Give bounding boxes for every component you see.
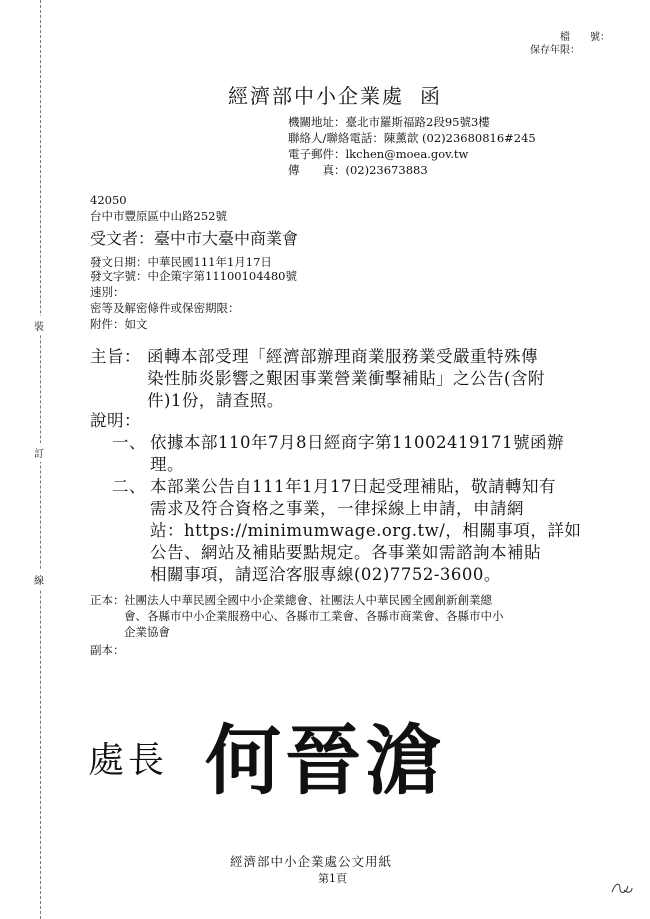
recipient-address: 台中市豐原區中山路252號 xyxy=(90,209,227,223)
subject-line-1: 函轉本部受理「經濟部辦理商業服務業受嚴重特殊傳 xyxy=(147,347,538,366)
explanation-label: 說明： xyxy=(90,411,141,430)
agency-address: 機關地址：臺北市羅斯福路2段95號3樓 xyxy=(288,115,490,129)
signer-title: 處長 xyxy=(88,740,169,781)
item-1-number: 一、 xyxy=(112,433,146,452)
paper-caption: 經濟部中小企業處公文用紙 xyxy=(230,854,393,869)
main-copy-line-3: 企業協會 xyxy=(124,625,170,639)
retention-label: 保存年限： xyxy=(530,45,580,56)
page-number: 第1頁 xyxy=(318,872,347,885)
item-1-line-2: 理。 xyxy=(150,455,184,474)
file-number-label: 檔 號： xyxy=(560,32,610,43)
item-1-line-1: 依據本部110年7月8日經商字第11002419171號函辦 xyxy=(150,433,564,452)
subject-label: 主旨： xyxy=(90,347,141,366)
contact-person: 聯絡人/聯絡電話：陳薰歆 (02)23680816#245 xyxy=(288,131,536,145)
secrecy: 密等及解密條件或保密期限： xyxy=(90,301,240,315)
binding-mark-ding: 訂 xyxy=(34,443,44,462)
agency-name: 經濟部中小企業處 xyxy=(228,84,404,108)
item-2-line-5: 相關事項，請逕洽客服專線(02)7752-3600。 xyxy=(150,565,501,584)
item-2-line-1: 本部業公告自111年1月17日起受理補貼，敬請轉知有 xyxy=(150,477,556,496)
signer-name: 何晉滄 xyxy=(205,716,445,805)
recipient: 受文者：臺中市大臺中商業會 xyxy=(90,229,299,248)
binding-mark-zhuang: 裝 xyxy=(34,316,44,335)
item-2-line-2: 需求及符合資格之事業，一律採線上申請，申請網 xyxy=(150,499,524,518)
main-copy-line-1: 社團法人中華民國全國中小企業總會、社團法人中華民國全國創新創業總 xyxy=(124,593,492,607)
document-type: 函 xyxy=(420,84,440,108)
corner-mark-icon xyxy=(610,880,634,896)
cc-label: 副本： xyxy=(90,643,125,657)
issue-date: 發文日期：中華民國111年1月17日 xyxy=(90,255,272,269)
subject-line-3: 件)1份，請查照。 xyxy=(147,391,284,410)
binding-mark-xian: 線 xyxy=(34,570,44,589)
item-2-number: 二、 xyxy=(112,477,146,496)
main-copy-label: 正本： xyxy=(90,593,125,607)
contact-email: 電子郵件：lkchen@moea.gov.tw xyxy=(288,147,469,161)
speed: 速別： xyxy=(90,285,125,299)
issue-number: 發文字號：中企策字第11100104480號 xyxy=(90,269,297,283)
contact-fax: 傳 真：(02)23673883 xyxy=(288,163,428,177)
main-copy-line-2: 會、各縣市中小企業服務中心、各縣市工業會、各縣市商業會、各縣市中小 xyxy=(124,609,504,623)
item-2-line-3: 站：https://minimumwage.org.tw/，相關事項，詳如 xyxy=(150,521,582,540)
attachment: 附件：如文 xyxy=(90,317,148,331)
postal-code: 42050 xyxy=(90,193,127,207)
subject-line-2: 染性肺炎影響之艱困事業營業衝擊補貼」之公告(含附 xyxy=(147,369,545,388)
item-2-line-4: 公告、網站及補貼要點規定。各事業如需諮詢本補貼 xyxy=(150,543,541,562)
